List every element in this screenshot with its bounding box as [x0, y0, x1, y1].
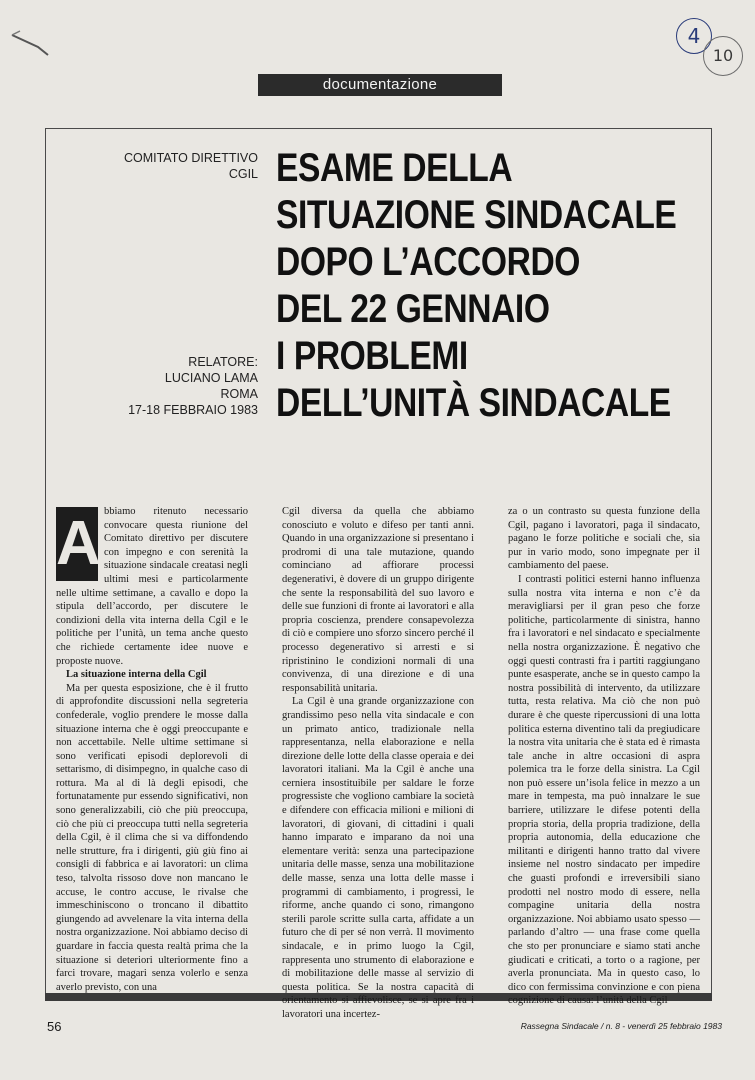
intro-text: bbiamo ritenuto necessario convocare questa riunione del Comitato direttivo per discutere con impegno e con serenità la situazione sindacale creatasi negli ultimi mesi e particolarmente nelle ultime settimane, a cavallo e dopo la stipula dell’accordo, per discutere le condizioni della vita interna della Cgil e le politiche per l’unità, un tema anche questo che richiede certamente idee nuove e proposte nuove. — [56, 506, 248, 667]
paragraph: I contrasti politici esterni hanno influenza sulla nostra vita interna e non c’è da meravigliarsi per il gran peso che forze politiche, particolarmente di sinistra, hanno fra i lavoratori e nel sindacato e specialmente nella nostra organizzazione. È negativo che oggi questi contrasti fra i partiti raggiungano punte esasperate, anche se in questo campo la nostra possibilità di intervento, da utilizzare tutta, resta relativa. Ma ciò che non può durare è che queste ripercussioni di una lotta politica esterna diventino tali da pregiudicare la nostra vita unitaria che è stata ed è rimasta tale anche in altre occasioni di aspra polemica tra le forze della sinistra. La Cgil non può essere un’isola felice in mezzo a un mare in tempesta, ma può innalzare le sue barriere, utilizzare le difese potenti della propria storia, della propria tradizione, della propria autonomia, della educazione che militanti e dirigenti hanno tratto dal vivere insieme nel nostro sindacato per impedire che guasti profondi e irreversibili siano prodotti nel nostro modo di essere, nella compagine unitaria della nostra organizzazione. Noi abbiamo usato spesso — parlando d’altro — una frase come quella che sto per pronunciare e siamo stati anche giudicati e criticati, a torto o a ragione, per averla pronunciata. Ma in questo caso, lo dico con fermissima convinzione e con piena cognizione di causa: l’unità della Cgil — [508, 573, 700, 1007]
text-column-1 — [56, 505, 248, 993]
publication-source: Rassegna Sindacale / n. 8 - venerdì 25 febbraio 1983 — [520, 1021, 722, 1031]
paragraph: Cgil diversa da quella che abbiamo conosciuto e voluto e difeso per tanti anni. Quando in una organizzazione si presentano i prodromi di una tale mutazione, quando cominciano ad affiorare processi degenerativi, è dovere di un gruppo dirigente che sente la responsabilità del suo lavoro e delle sue funzioni di fronte ai lavoratori e alla propria coscienza, prendere consapevolezza di ciò e compiere uno sforzo sincero perché il processo degenerativo si arresti e si ripristinino le condizioni normali di una convivenza, di una direzione e di una responsabilità unitaria. — [282, 506, 474, 694]
dates: 17-18 FEBBRAIO 1983 — [128, 403, 258, 417]
subheading: La situazione interna della Cgil — [66, 669, 207, 681]
speaker-name: LUCIANO LAMA — [164, 371, 258, 385]
page-number: 56 — [47, 1019, 62, 1034]
headline-line: SITUAZIONE SINDACALE — [276, 193, 677, 237]
paragraph: za o un contrasto su questa funzione della Cgil, pagano i lavoratori, paga il sindacato, pagano le forze politiche e sociali che, sia pur in vario modo, sono impegnate per il cambiamento del paese. — [508, 506, 700, 572]
headline-line: DEL 22 GENNAIO — [276, 287, 550, 331]
second-number-annotation: 10 — [703, 36, 743, 76]
article-body — [56, 505, 700, 1020]
article-headline — [276, 145, 677, 427]
pin-mark-icon — [8, 25, 58, 59]
headline-line: DOPO L’ACCORDO — [276, 240, 581, 284]
paragraph: Ma per questa esposizione, che è il frutto di approfondite discussioni nella segreteria confederale, voglio prendere le mosse dalla situazione interna che è oggi preoccupante e non accettabile. Nelle ultime settimane si sono verificati episodi deplorevoli di settarismo, di disimpegno, in qualche caso di rottura. Ma al di là degli episodi, che fortunatamente pur essendo significativi, non sono generalizzabili, ciò che più preoccupa, ciò che più ci preoccupa tutti nella segreteria della Cgil, è il clima che si va diffondendo nelle strutture, fra i dirigenti, giù giù fino ai consigli di fabbrica e ai lavoratori: un clima teso, talvolta rissoso dove non mancano le accuse, le contro accuse, le rivalse che immeschiniscono o troncano il dibattito giungendo ad avvelenare la vita interna della nostra organizzazione. Noi abbiamo deciso di guardare in faccia questa realtà prima che la situazione si deteriori ulteriormente fino a farci trovare, magari senza volerlo e senza averlo previsto, con una — [56, 682, 248, 993]
headline-line: I PROBLEMI — [276, 334, 468, 378]
headline-line: ESAME DELLA — [276, 146, 513, 190]
intro-paragraph — [56, 505, 248, 668]
section-banner: documentazione — [258, 74, 502, 96]
speaker-label: RELATORE: — [188, 355, 258, 369]
text-column-2 — [282, 505, 474, 1020]
drop-cap: A — [56, 507, 98, 581]
committee-info — [98, 150, 258, 182]
committee-line2: CGIL — [228, 167, 258, 181]
speaker-info — [98, 354, 258, 418]
circled-number-annotation: 4 — [676, 18, 712, 54]
headline-line: DELL’UNITÀ SINDACALE — [276, 381, 671, 425]
committee-line1: COMITATO DIRETTIVO — [123, 151, 258, 165]
text-column-3 — [508, 505, 700, 1007]
paragraph: La Cgil è una grande organizzazione con grandissimo peso nella vita sindacale e con un primato antico, tradizionale nella rappresentanza, nella elaborazione e nella direzione delle lotte della classe operaia e dei lavoratori italiani. Ma la Cgil è anche una cerniera insostituibile per saldare le forze progressiste che vogliono cambiare la società e difendere con efficacia milioni e milioni di lavoratori, di giovani, di cittadini i quali hanno imparato e imparano da noi una elementare verità: senza una partecipazione unitaria delle masse, senza una mobilitazione delle masse, senza una lotta delle masse i programmi di cambiamento, i progressi, le riforme, anche quando ci sono, rimangono sterili parole scritte sulla carta, affidate a un futuro che di per sé non verrà. Il movimento sindacale, e in primo luogo la Cgil, rappresenta uno strumento di elaborazione e di mobilitazione delle masse al servizio di questa politica. Se la nostra capacità di orientamento si affievolisce, se si apre fra i lavoratori una incertez- — [282, 696, 474, 1020]
place: ROMA — [220, 387, 258, 401]
